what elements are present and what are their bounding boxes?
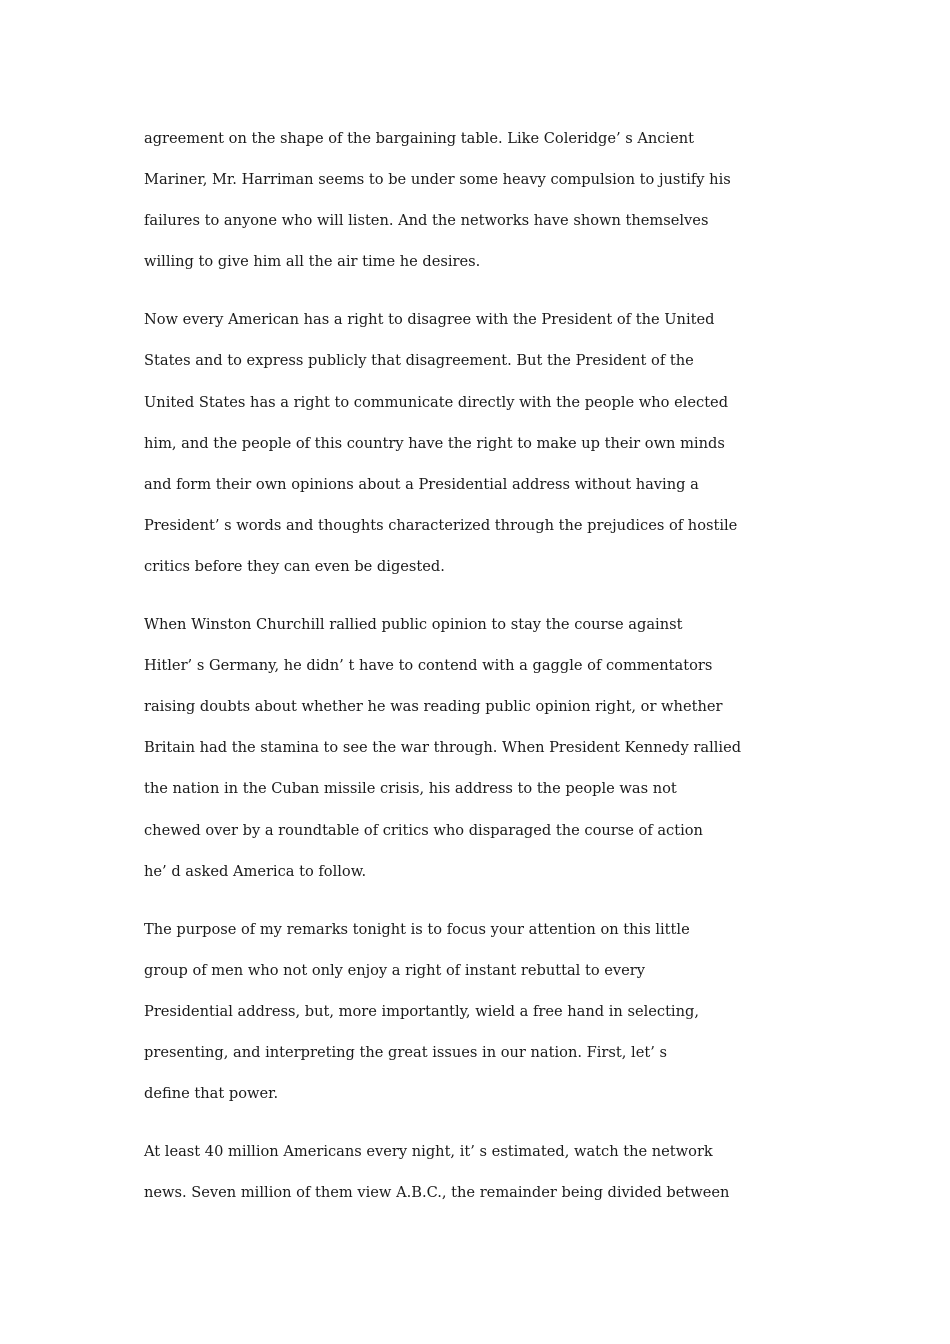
text-line: Mariner, Mr. Harriman seems to be under some heavy compulsion to justify his bbox=[144, 171, 731, 189]
text-line: Presidential address, but, more importantly, wield a free hand in selecting, bbox=[144, 1002, 699, 1020]
text-line: critics before they can even be digested. bbox=[144, 557, 445, 575]
text-line: Britain had the stamina to see the war through. When President Kennedy rallied bbox=[144, 739, 742, 757]
text-line: group of men who not only enjoy a right of instant rebuttal to every bbox=[144, 961, 645, 979]
paragraph-4 bbox=[144, 909, 824, 1114]
text-line: Now every American has a right to disagree with the President of the United bbox=[144, 311, 715, 329]
text-line: failures to anyone who will listen. And the networks have shown themselves bbox=[144, 212, 709, 230]
text-line: and form their own opinions about a Presidential address without having a bbox=[144, 475, 699, 493]
text-line: agreement on the shape of the bargaining table. Like Coleridge’ s Ancient bbox=[144, 130, 695, 147]
paragraph-2 bbox=[144, 299, 824, 587]
text-line: define that power. bbox=[144, 1085, 279, 1103]
text-line: him, and the people of this country have the right to make up their own minds bbox=[144, 434, 725, 452]
paragraph-5 bbox=[144, 1131, 824, 1213]
text-line: chewed over by a roundtable of critics who disparaged the course of action bbox=[144, 821, 703, 839]
text-line: When Winston Churchill rallied public opinion to stay the course against bbox=[144, 616, 683, 634]
paragraph-3 bbox=[144, 604, 824, 892]
text-line: Hitler’ s Germany, he didn’ t have to contend with a gaggle of commentators bbox=[144, 657, 713, 675]
text-line: President’ s words and thoughts characterized through the prejudices of hostile bbox=[144, 516, 738, 534]
text-line: The purpose of my remarks tonight is to focus your attention on this little bbox=[144, 920, 690, 938]
paragraph-1 bbox=[144, 118, 824, 282]
text-line: he’ d asked America to follow. bbox=[144, 862, 367, 880]
text-line: willing to give him all the air time he desires. bbox=[144, 253, 481, 271]
text-line: At least 40 million Americans every night, it’ s estimated, watch the network bbox=[144, 1143, 713, 1161]
text-line: raising doubts about whether he was reading public opinion right, or whether bbox=[144, 698, 723, 716]
text-line: United States has a right to communicate directly with the people who elected bbox=[144, 393, 729, 411]
body-text bbox=[144, 118, 824, 1230]
text-line: States and to express publicly that disagreement. But the President of the bbox=[144, 352, 694, 370]
text-line: presenting, and interpreting the great issues in our nation. First, let’ s bbox=[144, 1043, 667, 1061]
text-line: the nation in the Cuban missile crisis, his address to the people was not bbox=[144, 780, 677, 798]
text-line: news. Seven million of them view A.B.C., the remainder being divided between bbox=[144, 1184, 730, 1202]
